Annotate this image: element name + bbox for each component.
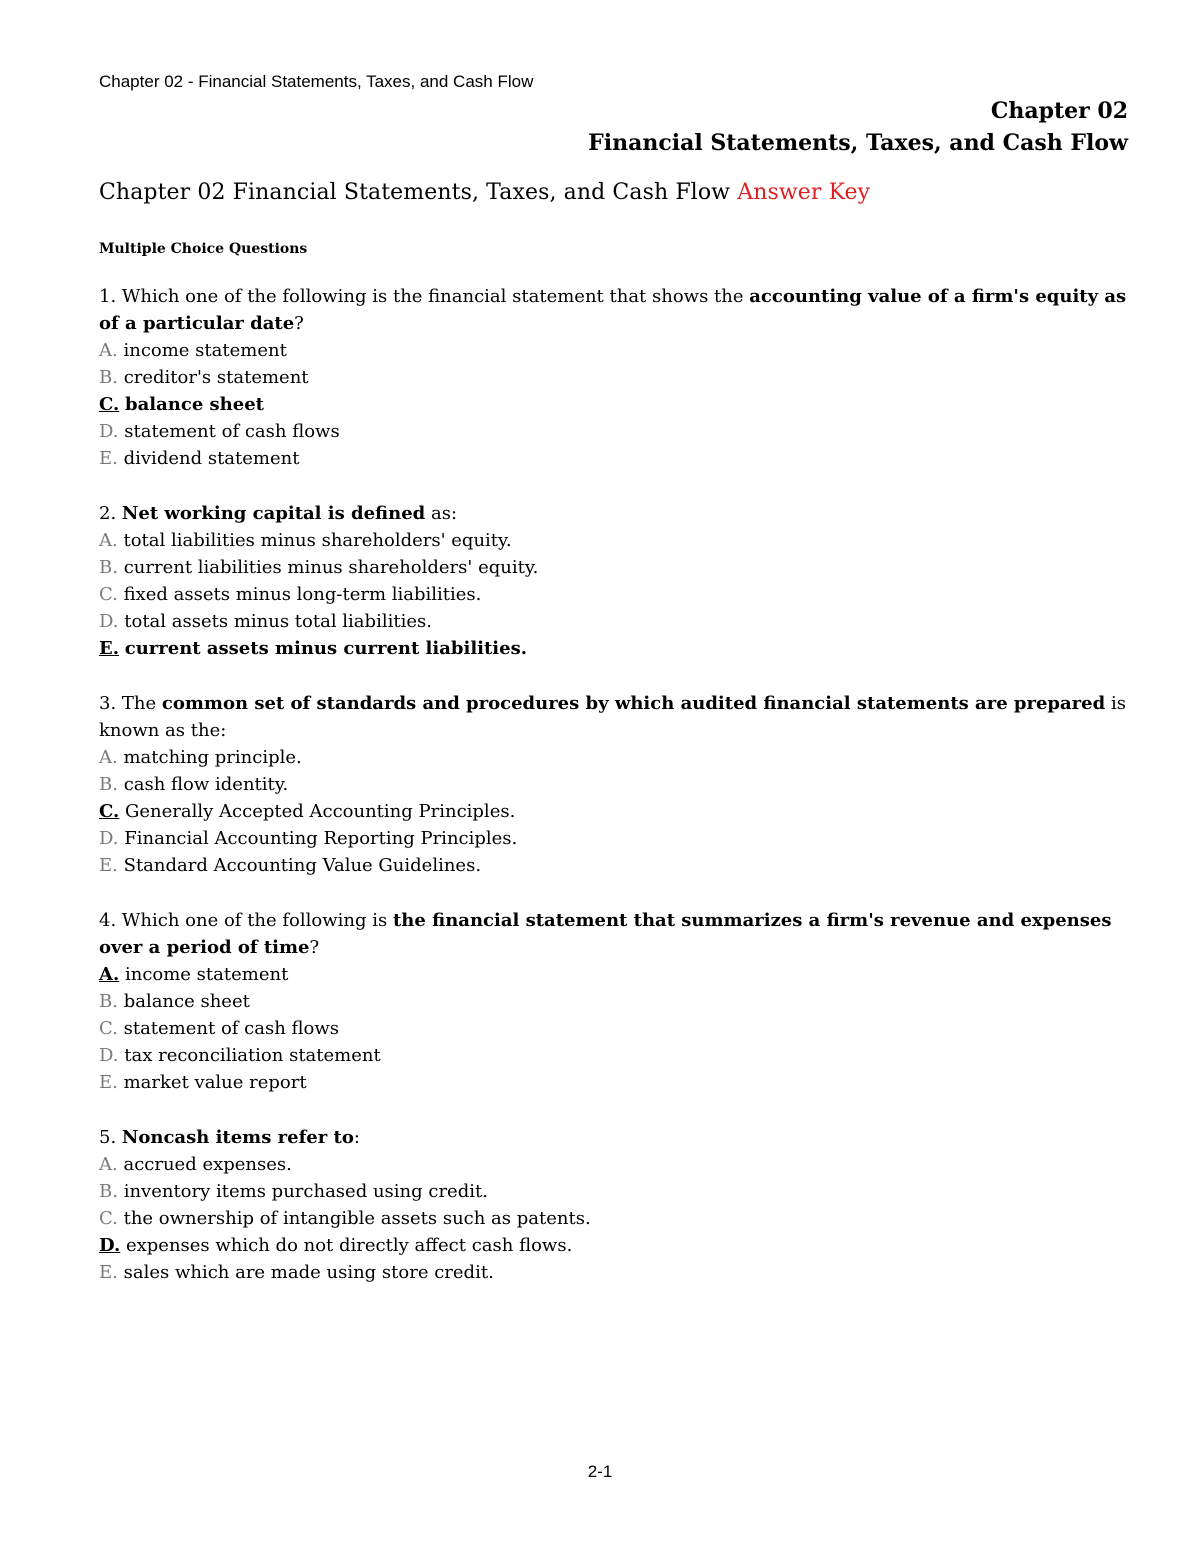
option-d [99,1042,1129,1069]
option-letter: E. [99,638,119,659]
option-b [99,554,1129,581]
stem-pre: The [121,693,157,714]
option-letter: E. [99,1262,118,1283]
chapter-number: Chapter 02 [990,98,1128,124]
option-text: creditor's statement [123,367,309,388]
option-text: sales which are made using store credit. [123,1262,494,1283]
option-letter: C. [99,1018,118,1039]
option-b [99,988,1129,1015]
stem-emphasis: the financial statement that summarizes a firm's revenue and expenses over a period of time [99,910,1112,958]
stem-post: is known as the: [99,693,1126,741]
stem-emphasis: accounting value of a firm's equity as of a particular date [99,286,1127,334]
question-number: 5. [99,1127,117,1148]
option-text: income statement [124,964,289,985]
option-text: dividend statement [123,448,300,469]
question-stem [99,907,1129,961]
chapter-name: Financial Statements, Taxes, and Cash Flow [588,130,1128,156]
section-label: Multiple Choice Questions [99,241,308,257]
option-text: tax reconciliation statement [124,1045,381,1066]
option-text: inventory items purchased using credit. [123,1181,488,1202]
option-letter: C. [99,1208,118,1229]
option-text: market value report [123,1072,307,1093]
option-letter: E. [99,855,118,876]
option-letter: A. [99,964,120,985]
option-letter: E. [99,448,118,469]
stem-post: : [353,1127,360,1148]
option-text: current liabilities minus shareholders' equity. [123,557,539,578]
option-c [99,581,1129,608]
answer-key-title [99,180,870,205]
option-text: the ownership of intangible assets such as patents. [123,1208,591,1229]
option-d [99,418,1129,445]
option-text: fixed assets minus long-term liabilities. [123,584,482,605]
question-3 [99,690,1129,879]
option-letter: C. [99,584,118,605]
option-b [99,771,1129,798]
option-c [99,1205,1129,1232]
question-stem [99,500,1129,527]
option-d [99,825,1129,852]
option-letter: A. [99,1154,118,1175]
running-header: Chapter 02 - Financial Statements, Taxes, and Cash Flow [99,72,534,91]
option-letter: C. [99,394,120,415]
option-b [99,364,1129,391]
option-letter: A. [99,747,118,768]
option-letter: D. [99,1235,121,1256]
page-number: 2-1 [587,1462,613,1481]
option-e [99,1069,1129,1096]
question-number: 2. [99,503,117,524]
option-text: accrued expenses. [123,1154,292,1175]
question-number: 1. [99,286,117,307]
option-c-correct [99,391,1129,418]
question-2 [99,500,1129,662]
option-text: balance sheet [123,991,250,1012]
option-a [99,527,1129,554]
question-1 [99,283,1129,472]
option-text: Generally Accepted Accounting Principles. [125,801,516,822]
option-text: balance sheet [125,394,264,415]
option-letter: B. [99,991,118,1012]
option-b [99,1178,1129,1205]
question-stem [99,283,1129,337]
question-5 [99,1124,1129,1286]
option-letter: E. [99,1072,118,1093]
stem-emphasis: common set of standards and procedures by which audited financial statements are prepared [161,693,1106,714]
option-e [99,852,1129,879]
question-number: 3. [99,693,117,714]
option-letter: D. [99,611,119,632]
stem-post: ? [309,937,320,958]
option-text: current assets minus current liabilities. [124,638,528,659]
chapter-title [588,96,1128,160]
option-text: statement of cash flows [123,1018,340,1039]
stem-post: as: [431,503,458,524]
option-text: total assets minus total liabilities. [124,611,432,632]
option-letter: D. [99,828,119,849]
option-text: Standard Accounting Value Guidelines. [123,855,482,876]
option-letter: C. [99,801,120,822]
option-e [99,445,1129,472]
question-stem [99,1124,1129,1151]
question-number: 4. [99,910,117,931]
option-a [99,1151,1129,1178]
option-text: expenses which do not directly affect cash flows. [125,1235,573,1256]
answer-key-title-main: Chapter 02 Financial Statements, Taxes, and Cash Flow [99,180,731,205]
option-text: cash flow identity. [123,774,289,795]
option-c-correct [99,798,1129,825]
option-d [99,608,1129,635]
stem-emphasis: Net working capital is defined [121,503,426,524]
option-a [99,337,1129,364]
stem-emphasis: Noncash items refer to [121,1127,354,1148]
option-text: statement of cash flows [124,421,340,442]
option-a-correct [99,961,1129,988]
option-text: matching principle. [123,747,302,768]
option-c [99,1015,1129,1042]
option-text: total liabilities minus shareholders' equity. [123,530,512,551]
option-e-correct [99,635,1129,662]
stem-post: ? [294,313,304,334]
option-text: income statement [123,340,287,361]
option-letter: B. [99,1181,118,1202]
option-letter: A. [99,530,118,551]
stem-pre: Which one of the following is [121,910,388,931]
option-letter: A. [99,340,118,361]
answer-key-highlight: Answer Key [737,180,871,205]
option-letter: B. [99,557,118,578]
option-d-correct [99,1232,1129,1259]
option-letter: B. [99,367,118,388]
option-e [99,1259,1129,1286]
question-4 [99,907,1129,1096]
stem-pre: Which one of the following is the financial statement that shows the [121,286,744,307]
question-stem [99,690,1129,744]
option-letter: D. [99,1045,119,1066]
option-letter: B. [99,774,118,795]
option-text: Financial Accounting Reporting Principles. [124,828,518,849]
option-a [99,744,1129,771]
question-list [99,283,1129,1314]
option-letter: D. [99,421,119,442]
